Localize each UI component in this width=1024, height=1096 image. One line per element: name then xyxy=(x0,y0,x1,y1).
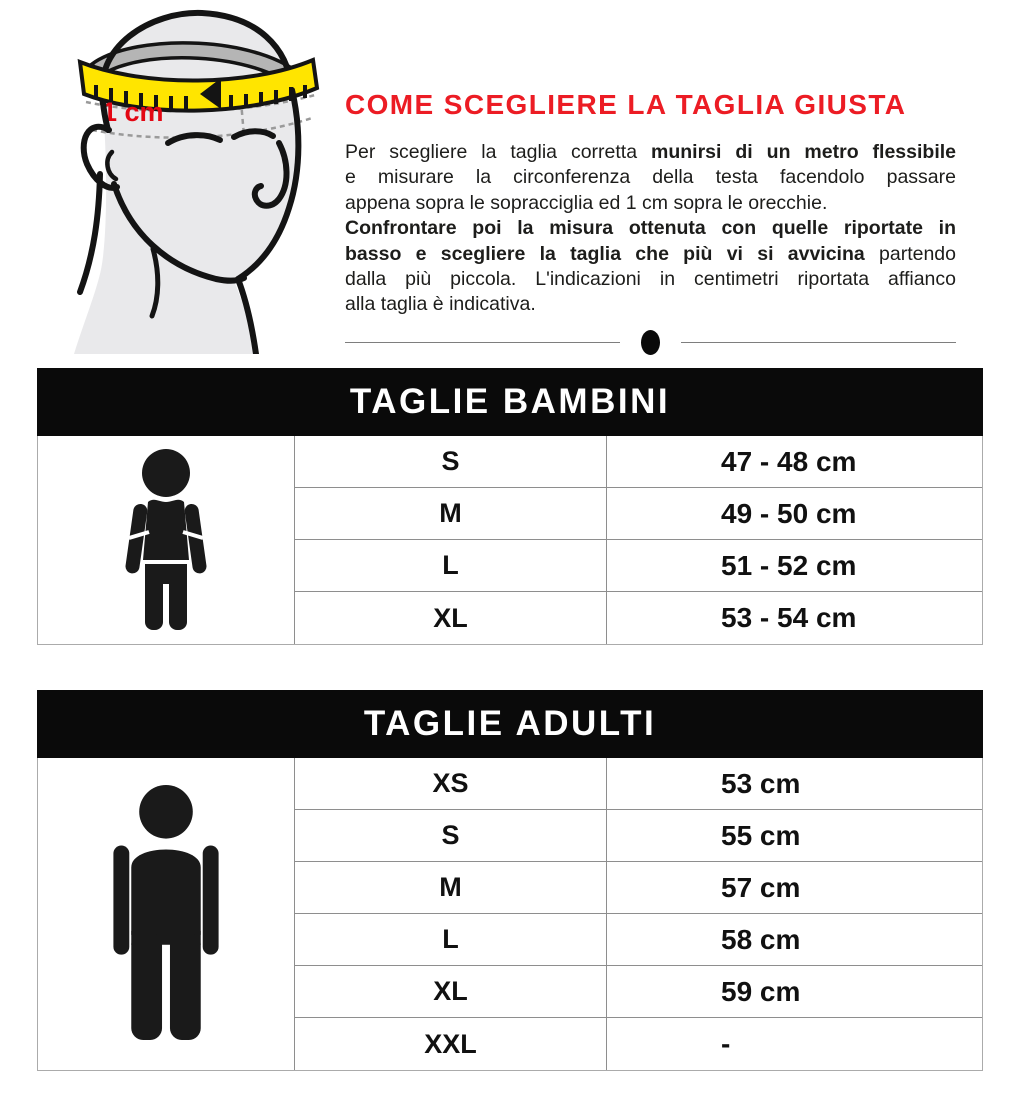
size-label: M xyxy=(295,488,607,539)
guide-text-line: dalla più piccola. L'indicazioni in centimetri riportata affianco xyxy=(345,268,956,291)
guide-title: COME SCEGLIERE LA TAGLIA GIUSTA xyxy=(345,89,907,120)
adult-icon-cell xyxy=(38,758,295,1070)
rows-container-adulti xyxy=(295,758,982,1070)
table-row xyxy=(295,862,982,914)
size-value: - xyxy=(721,1028,731,1059)
divider-line-left xyxy=(345,342,620,343)
divider-dot xyxy=(641,330,660,355)
child-icon-cell xyxy=(38,436,295,644)
head-measurement-illustration xyxy=(16,2,346,354)
guide-text-line: e misurare la circonferenza della testa facendolo passare xyxy=(345,166,956,189)
size-value: 57 cm xyxy=(721,871,801,903)
table-row xyxy=(295,758,982,810)
size-table-bambini xyxy=(37,368,983,645)
size-label: S xyxy=(295,810,607,861)
guide-text-line: alla taglia è indicativa. xyxy=(345,293,536,316)
section-divider xyxy=(345,330,956,356)
size-value: 53 cm xyxy=(721,767,801,799)
size-label: XL xyxy=(295,966,607,1017)
guide-paragraphs xyxy=(345,140,956,318)
size-value: 53 - 54 cm xyxy=(721,602,857,633)
table-row xyxy=(295,914,982,966)
size-label: M xyxy=(295,862,607,913)
table-row xyxy=(295,592,982,644)
guide-section xyxy=(345,90,956,356)
size-label: S xyxy=(295,436,607,487)
size-label: XXL xyxy=(295,1018,607,1070)
size-label: XL xyxy=(295,592,607,644)
guide-text-line: basso e scegliere la taglia che più vi si avvicina partendo xyxy=(345,242,956,265)
table-row xyxy=(295,966,982,1018)
table-row xyxy=(295,488,982,540)
size-value: 49 - 50 cm xyxy=(721,497,857,529)
size-value: 59 cm xyxy=(721,975,801,1007)
table-row xyxy=(295,1018,982,1070)
adult-icon xyxy=(108,784,224,1044)
table-header-bambini: TAGLIE BAMBINI xyxy=(37,368,983,436)
guide-text-line: Confrontare poi la misura ottenuta con quelle riportate in xyxy=(345,217,956,240)
table-row xyxy=(295,540,982,592)
guide-text-line: appena sopra le sopracciglia ed 1 cm sopra le orecchie. xyxy=(345,191,828,214)
guide-text-line: Per scegliere la taglia corretta munirsi di un metro flessibile xyxy=(345,141,957,163)
child-icon xyxy=(118,448,214,632)
tape-1cm-label: 1 cm xyxy=(102,97,164,127)
size-label: L xyxy=(295,914,607,965)
size-value: 58 cm xyxy=(721,923,801,955)
size-value: 55 cm xyxy=(721,819,801,851)
table-row xyxy=(295,810,982,862)
size-label: XS xyxy=(295,758,607,809)
table-header-adulti: TAGLIE ADULTI xyxy=(37,690,983,758)
size-table-adulti xyxy=(37,690,983,1071)
size-value: 47 - 48 cm xyxy=(721,445,857,477)
size-label: L xyxy=(295,540,607,591)
rows-container-bambini xyxy=(295,436,982,644)
table-row xyxy=(295,436,982,488)
divider-line-right xyxy=(681,342,956,343)
size-value: 51 - 52 cm xyxy=(721,549,857,581)
